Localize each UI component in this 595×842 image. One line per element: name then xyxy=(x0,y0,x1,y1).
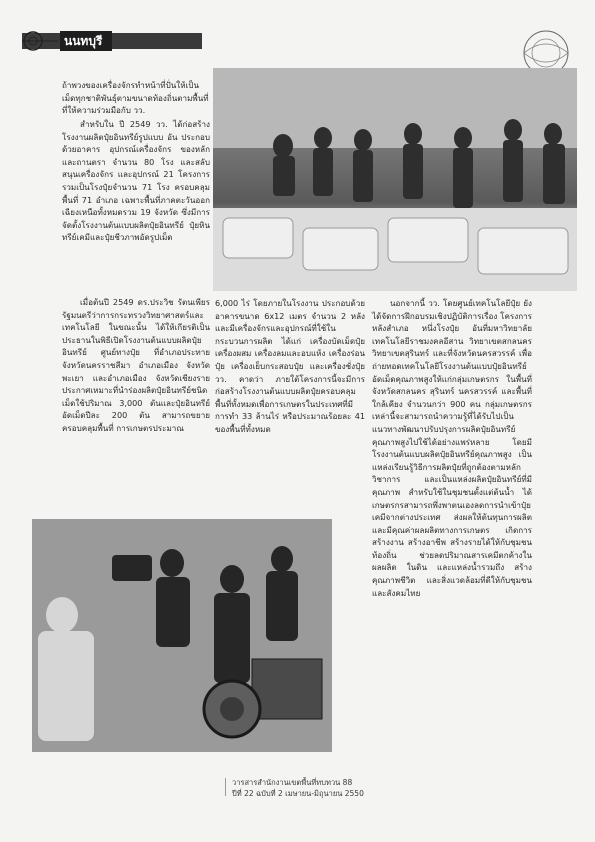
footer-divider xyxy=(225,778,226,796)
left-paragraph-3: เมื่อต้นปี 2549 ดร.ประวิช รัตนเพียร รัฐมนตรีว่าการกระทรวงวิทยาศาสตร์และเทคโนโลยี ในขณะนั้น ได้ให้เกียรติเป็นประธานในพิธีเปิดโรงงานต้นแบบผลิตปุ๋ยอินทรีย์ ศูนย์ทางปุ๋ย ที่อำเภอประทาย จังหวัดนครราชสีมา อำเภอเมือง จังหวัดพะเยา และอำเภอเมือง จังหวัดเชียงราย ประกาศเหมาะที่นำร่องผลิตปุ๋ยอินทรีย์ชนิดเม็ดใช้ปริมาณ 3,000 ตันและปุ๋ยอินทรีย์อัดเม็ดปีละ 200 ตัน สามารถขยายครอบคลุมพื้นที่ การเกษตรประมาณ xyxy=(62,297,210,433)
section-title: นนทบุรี xyxy=(64,34,103,48)
right-paragraph-1: นอกจากนี้ วว. โดยศูนย์เทคโนโลยีปุ๋ย ยังได้จัดการฝึกอบรมเชิงปฏิบัติการเรื่อง โครงการหลังสำเภอ หนึ่งโรงปุ๋ย อันที่มหาวิทยาลัยเทคโนโลยีราชมงคลอีสาน วิทยาเขตสกลนคร วิทยาเขตสุรินทร์ และที่จังหวัดนครสวรรค์ เพื่อถ่ายทอดเทคโนโลยีโรงงานต้นแบบปุ๋ยอินทรีย์อัดเม็ดคุณภาพสูงให้แก่กลุ่มเกษตรกร ในพื้นที่จังหวัดสกลนคร สุรินทร์ นครสวรรค์ และพื้นที่ใกล้เคียง จำนวนกว่า 900 คน กลุ่มเกษตรกรเหล่านี้จะสามารถนำความรู้ที่ได้รับไปเป็นแนวทางพัฒนาปรับปรุงการผลิตปุ๋ยอินทรีย์คุณภาพสูงไปใช้ได้อย่างแพร่หลาย โดยมีโรงงานต้นแบบผลิตปุ๋ยอินทรีย์คุณภาพสูง เป็นแหล่งเรียนรู้วิธีการผลิตปุ๋ยที่ถูกต้องตามหลักวิชาการ และเป็นแหล่งผลิตปุ๋ยอินทรีย์ที่มีคุณภาพ สำหรับใช้ในชุมชนตั้งแต่ต้นน้ำ ได้เกษตรกรสามารถพึ่งพาตนเองลดการนำเข้าปุ๋ยเคมีจากต่างประเทศ ส่งผลให้ต้นทุนการผลิตและมีคุณค่าผลผลิตทางการเกษตร เกิดการสร้างงาน สร้างอาชีพ สร้างรายได้ให้กับชุมชนท้องถิ่น ช่วยลดปริมาณสารเคมีตกค้างในผลผลิต ในดิน และแหล่งน้ำรวมถึง สร้างคุณภาพชีวิต และสิ่งแวดล้อมที่ดีให้กับชุมชน และสังคมไทย xyxy=(372,298,532,598)
footer-journal: วารสารสำนักงานเขตพื้นที่ทบทวน 88 xyxy=(232,778,353,787)
middle-paragraph-1: 6,000 ไร่ โดยภายในโรงงาน ประกอบด้วยอาคารขนาด 6x12 เมตร จำนวน 2 หลัง และมีเครื่องจักรและอุปกรณ์ที่ใช้ในกระบวนการผลิต ได้แก่ เครื่องบัดเม็ดปุ๋ย เครื่องผสม เครื่องลมและอบแห้ง เครื่องร่อนปุ๋ย เครื่องเย็บกระสอบปุ๋ย และเครื่องชั่งปุ๋ย วว. คาดว่า ภายใต้โครงการนี้จะมีการก่อสร้างโรงงานต้นแบบผลิตปุ๋ยครอบคลุมพื้นที่ทั้งหมดเพื่อการเกษตรในประเทศที่มีการทำ 33 ล้านไร่ หรือประมาณร้อยละ 41 ของพื้นที่ทั้งหมด xyxy=(215,298,365,434)
left-paragraph-1: ถ้าพวงของเครื่องจักรทำหน้าที่ปั่นให้เป็นเม็ดทุกชาติพันธุ์ตามขนาดท้องถิ่นตามพื้นที่ที่ให้ความร่วมมือกับ วว. xyxy=(62,80,209,116)
left-paragraph-2: สำหรับใน ปี 2549 วว. ได้ก่อสร้างโรงงานผลิตปุ๋ยอินทรีย์รูปแบบ อัน ประกอบด้วยอาคาร อุปกรณ์เครื่องจักร ของหลัก และถานตรา จำนวน 80 โรง และสลับ สนุนเครื่องจักร และอุปกรณ์ 21 โครงการ รวมเป็นโรงปุ๋ยจำนวน 71 โรง ครอบคลุมพื้นที่ 71 อำเภอ เฉพาะพื้นที่ภาคตะวันออกเฉียงเหนือทั้งหมดรวม 19 จังหวัด ซึ่งมีการจัดตั้งโรงงานต้นแบบผลิตปุ๋ยอินทรีย์ ปุ๋ยหินทรีย์เคมีและปุ๋ยชีวภาพอัดรูปเม็ด xyxy=(62,119,210,243)
photo-machine-demonstration xyxy=(32,519,332,752)
photo-fertilizer-inspection xyxy=(213,68,577,291)
ornament-icon xyxy=(22,30,58,52)
footer-issue: ปีที่ 22 ฉบับที่ 2 เมษายน-มิถุนายน 2550 xyxy=(232,789,364,798)
